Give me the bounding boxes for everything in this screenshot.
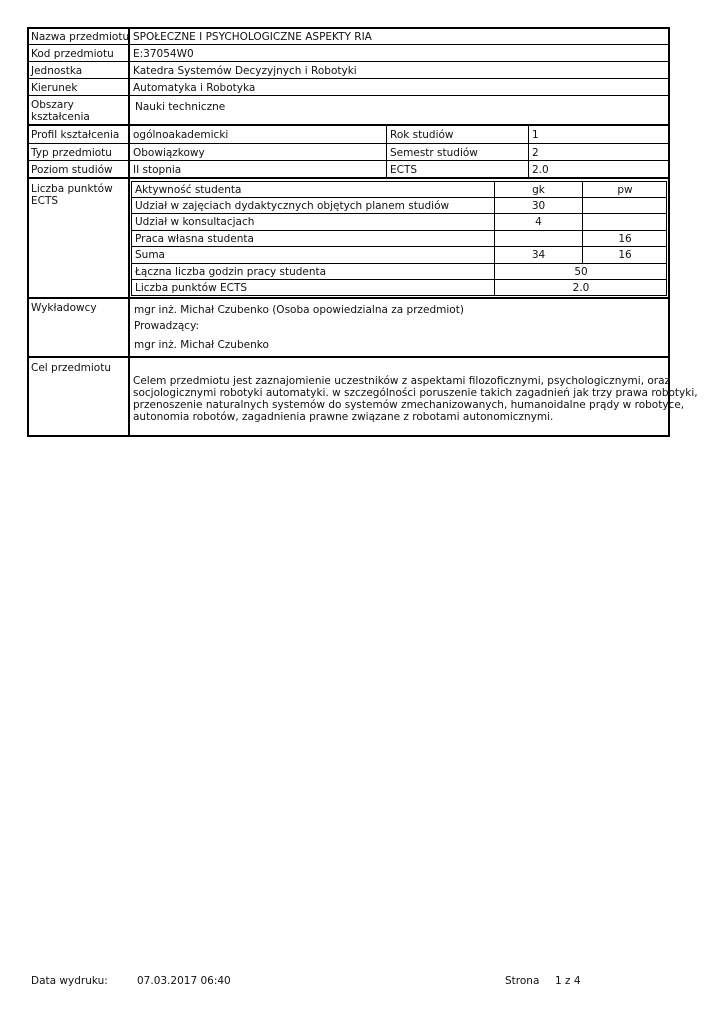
ects-row-divider xyxy=(131,197,667,198)
label-obszary-line1: Obszary xyxy=(31,99,74,111)
ects-item-name: Praca własna studenta xyxy=(135,233,254,245)
label-column-divider xyxy=(128,27,130,437)
cel-text-line: socjologicznymi robotyki automatyki. w szczególności poruszenie takich zagadnień jak trzy prawa robotyki, xyxy=(133,387,698,399)
value-poziom: II stopnia xyxy=(133,164,182,176)
row-divider xyxy=(29,44,668,45)
column-divider xyxy=(528,126,529,177)
label-ects: ECTS xyxy=(390,164,418,176)
ects-row-divider xyxy=(131,279,667,280)
ects-header-pw: pw xyxy=(617,184,633,196)
ects-total-points-value: 2.0 xyxy=(572,282,590,294)
row-divider xyxy=(29,124,668,126)
ects-total-points-label: Liczba punktów ECTS xyxy=(135,282,248,294)
footer-page-label: Strona xyxy=(505,975,540,987)
row-divider xyxy=(29,78,668,79)
label-rok-studiow: Rok studiów xyxy=(390,129,454,141)
cel-text-line: autonomia robotów, zagadnienia prawne związane z robotami autonomicznymi. xyxy=(133,411,554,423)
footer-page-info: 1 z 4 xyxy=(555,975,581,987)
value-ects: 2.0 xyxy=(532,164,549,176)
row-divider xyxy=(29,356,668,358)
wykladowcy-responsible: mgr inż. Michał Czubenko (Osoba opowiedzialna za przedmiot) xyxy=(134,304,464,316)
ects-item-gk: 30 xyxy=(531,200,546,212)
label-profil: Profil kształcenia xyxy=(31,129,120,141)
ects-total-hours-label: Łączna liczba godzin pracy studenta xyxy=(135,266,327,278)
label-cel-przedmiotu: Cel przedmiotu xyxy=(31,362,112,374)
row-divider xyxy=(29,160,668,161)
row-divider xyxy=(29,297,668,299)
label-semestr: Semestr studiów xyxy=(390,147,478,159)
value-kod-przedmiotu: E:37054W0 xyxy=(133,48,194,60)
ects-item-name: Udział w zajęciach dydaktycznych objętych planem studiów xyxy=(135,200,450,212)
ects-row-divider xyxy=(131,246,667,247)
label-kierunek: Kierunek xyxy=(31,82,78,94)
footer-print-label: Data wydruku: xyxy=(31,975,108,987)
label-poziom: Poziom studiów xyxy=(31,164,113,176)
ects-item-gk: 34 xyxy=(531,249,546,261)
cel-text-line: przenoszenie naturalnych systemów do systemów zmechanizowanych, humanoidalne prądy w robotyce, xyxy=(133,399,685,411)
ects-row-divider xyxy=(131,213,667,214)
value-nazwa-przedmiotu: SPOŁECZNE I PSYCHOLOGICZNE ASPEKTY RIA xyxy=(133,31,372,43)
ects-item-name: Udział w konsultacjach xyxy=(135,216,255,228)
value-obszary: Nauki techniczne xyxy=(135,101,226,113)
label-jednostka: Jednostka xyxy=(31,65,83,77)
ects-item-name: Suma xyxy=(135,249,165,261)
ects-item-gk: 4 xyxy=(535,216,542,228)
label-typ: Typ przedmiotu xyxy=(31,147,112,159)
ects-header-gk: gk xyxy=(532,184,545,196)
label-wykladowcy: Wykładowcy xyxy=(31,302,97,314)
label-liczba-punktow-line1: Liczba punktów xyxy=(31,183,113,195)
cel-text-line: Celem przedmiotu jest zaznajomienie uczestników z aspektami filozoficznymi, psychologicznymi, oraz xyxy=(133,375,671,387)
row-divider xyxy=(29,95,668,96)
footer-print-date: 07.03.2017 06:40 xyxy=(137,975,231,987)
row-divider xyxy=(29,143,668,144)
label-liczba-punktow-line2: ECTS xyxy=(31,195,59,207)
value-typ: Obowiązkowy xyxy=(133,147,205,159)
value-kierunek: Automatyka i Robotyka xyxy=(133,82,256,94)
ects-row-divider xyxy=(131,230,667,231)
value-profil: ogólnoakademicki xyxy=(133,129,229,141)
ects-header-activity: Aktywność studenta xyxy=(135,184,242,196)
label-nazwa-przedmiotu: Nazwa przedmiotu xyxy=(31,31,130,43)
ects-item-pw: 16 xyxy=(618,249,632,261)
column-divider xyxy=(386,126,387,177)
value-jednostka: Katedra Systemów Decyzyjnych i Robotyki xyxy=(133,65,357,77)
value-rok-studiow: 1 xyxy=(532,129,539,141)
row-divider xyxy=(29,177,668,179)
value-semestr: 2 xyxy=(532,147,539,159)
wykladowcy-prowadzacy: mgr inż. Michał Czubenko xyxy=(134,339,269,351)
ects-row-divider xyxy=(131,263,667,264)
label-obszary-line2: kształcenia xyxy=(31,111,90,123)
row-divider xyxy=(29,61,668,62)
ects-item-pw: 16 xyxy=(618,233,632,245)
label-kod-przedmiotu: Kod przedmiotu xyxy=(31,48,114,60)
ects-total-hours-value: 50 xyxy=(574,266,588,278)
wykladowcy-prowadzacy-label: Prowadzący: xyxy=(134,320,200,332)
